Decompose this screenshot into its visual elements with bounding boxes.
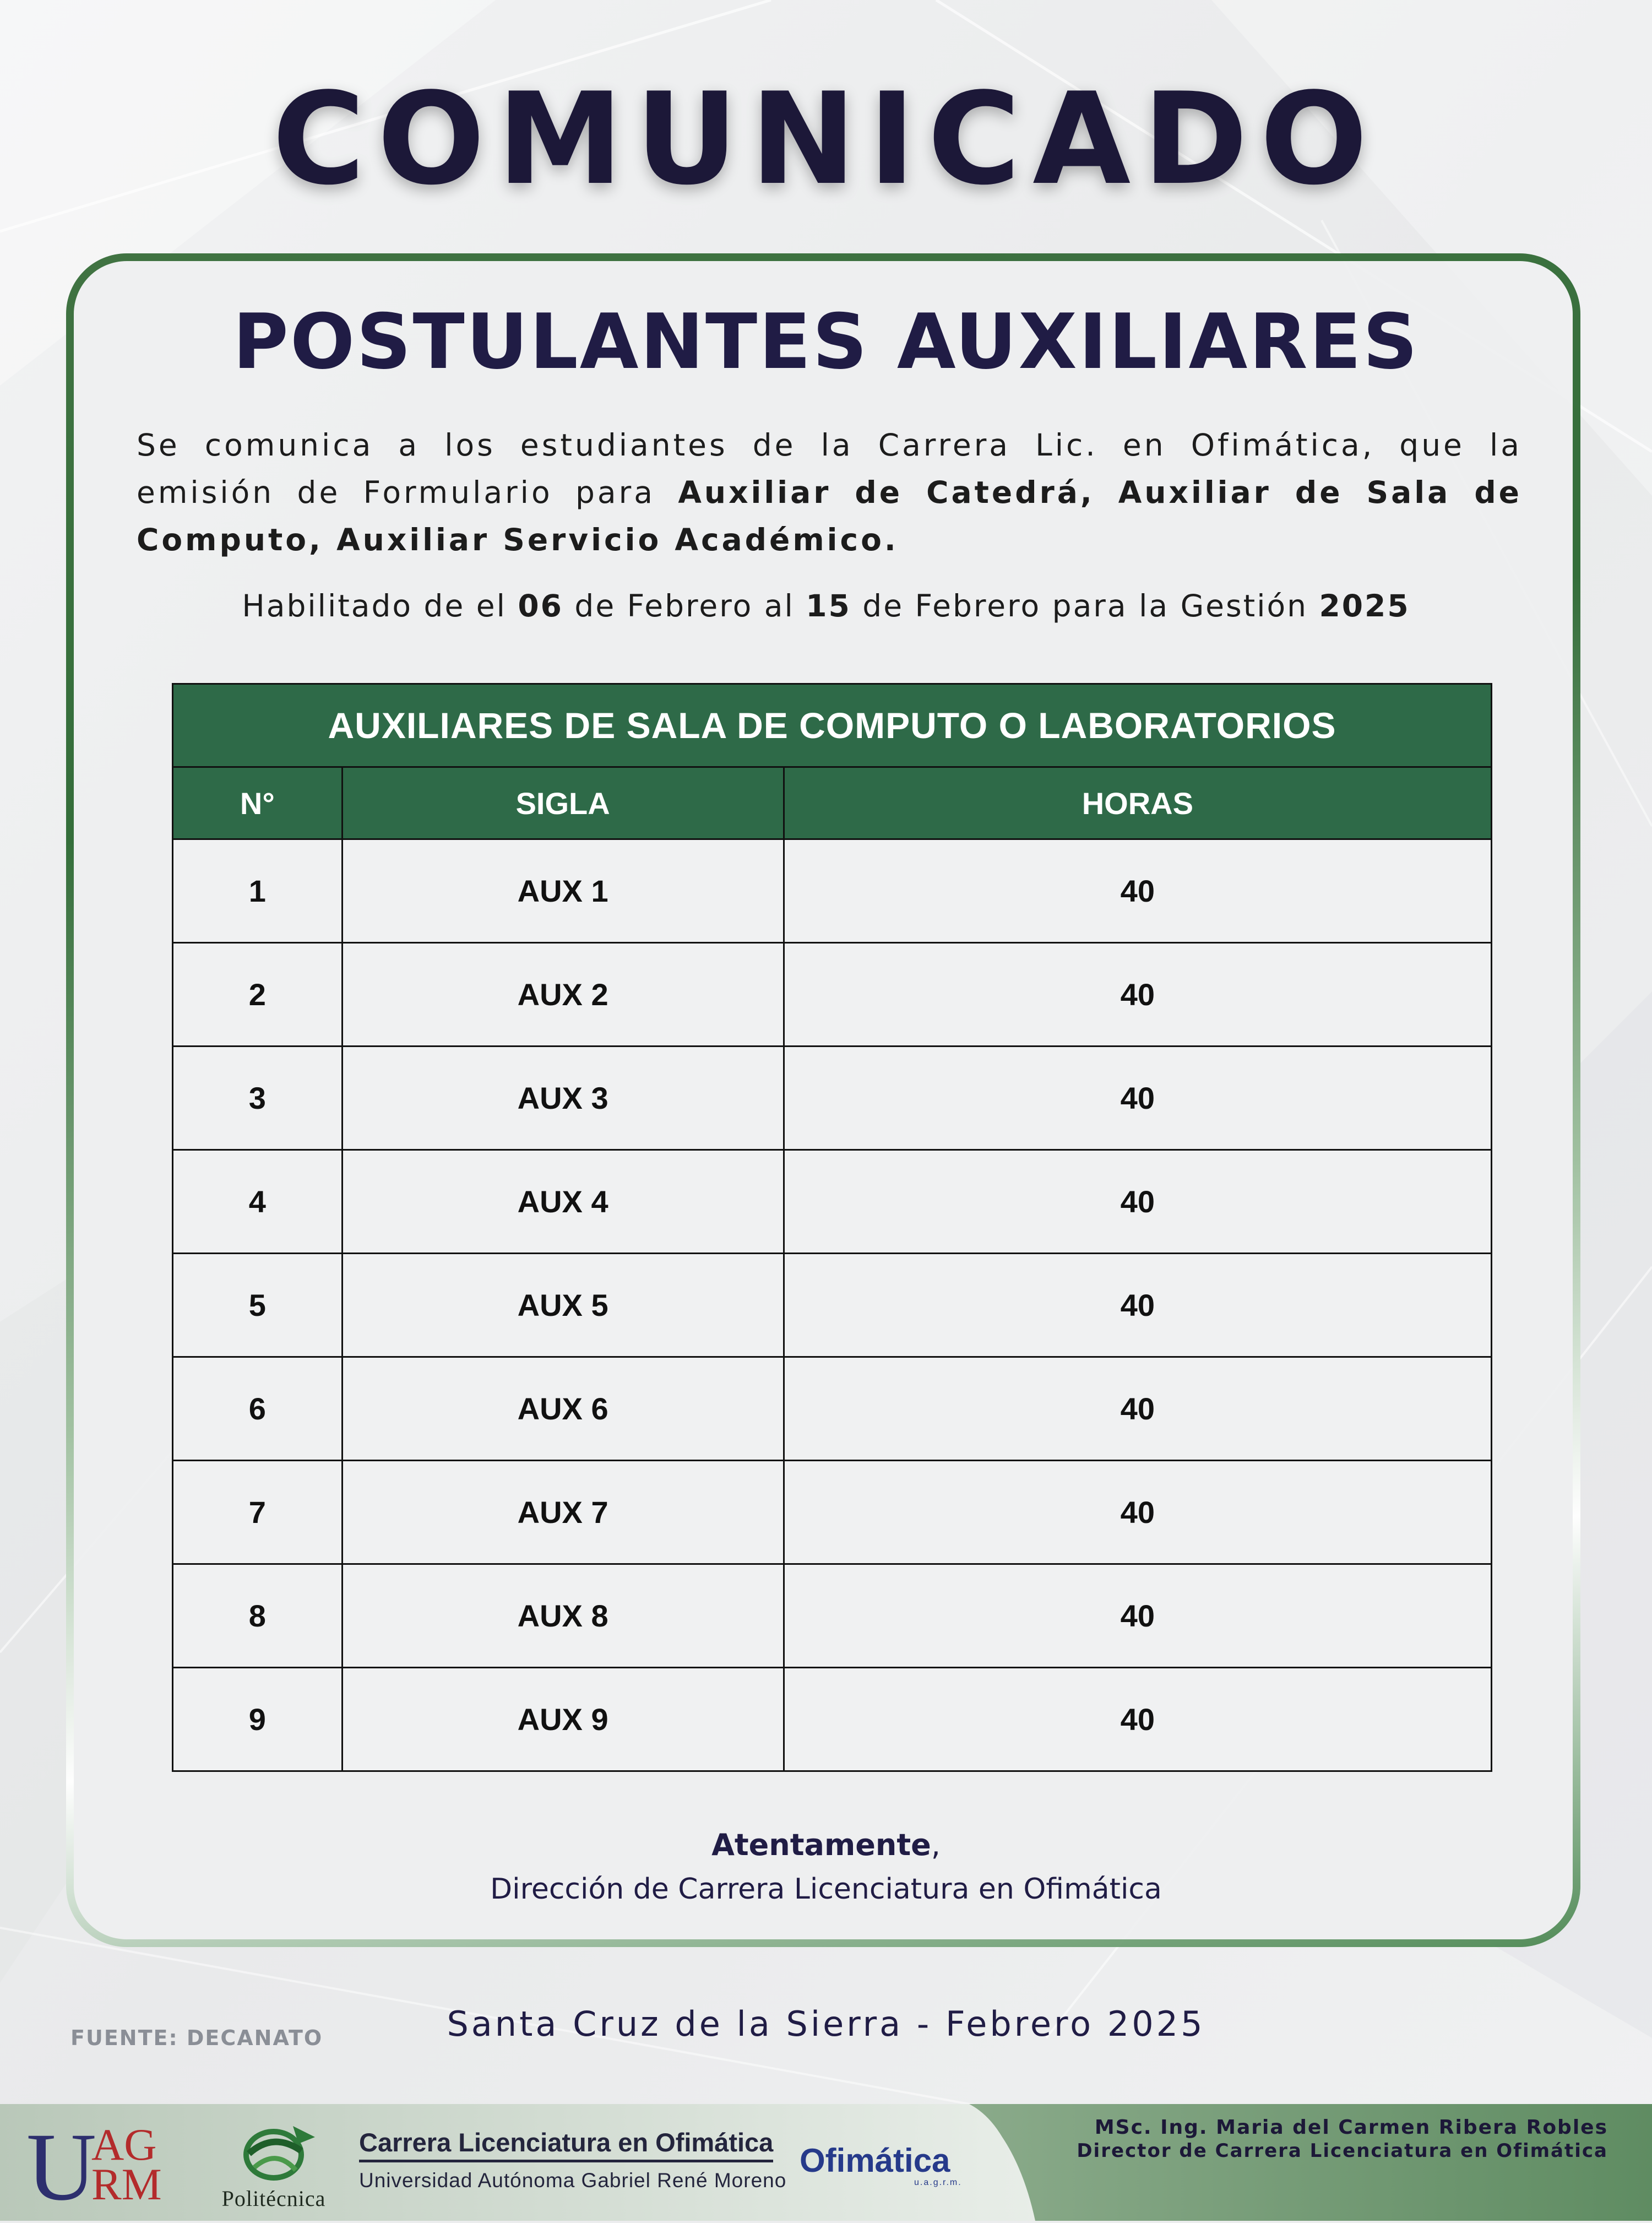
- table-row: [173, 1047, 1492, 1150]
- cell-number: 5: [173, 1254, 343, 1357]
- habil-start-day: 06: [518, 588, 563, 623]
- cell-number: 7: [173, 1461, 343, 1564]
- table-caption: AUXILIARES DE SALA DE COMPUTO O LABORATORIOS: [173, 684, 1492, 767]
- cell-horas: 40: [784, 1461, 1491, 1564]
- cell-sigla: AUX 9: [342, 1668, 784, 1771]
- director-name: MSc. Ing. Maria del Carmen Ribera Robles: [1094, 2116, 1608, 2139]
- uagrm-logo: [26, 2113, 181, 2221]
- cell-sigla: AUX 7: [342, 1461, 784, 1564]
- table-row: [173, 1564, 1492, 1668]
- cell-sigla: AUX 8: [342, 1564, 784, 1668]
- habil-text-3: de Febrero para la Gestión: [851, 588, 1319, 623]
- uagrm-logo-rm: RM: [91, 2159, 162, 2209]
- greeting-punct: ,: [931, 1828, 941, 1862]
- cell-horas: 40: [784, 1047, 1491, 1150]
- ofimatica-logo: [800, 2141, 970, 2191]
- cell-number: 4: [173, 1150, 343, 1254]
- cell-number: 9: [173, 1668, 343, 1771]
- habil-text-2: de Febrero al: [563, 588, 806, 623]
- table-row: [173, 1668, 1492, 1771]
- table-row: [173, 1150, 1492, 1254]
- footer-universidad: Universidad Autónoma Gabriel René Moreno: [359, 2169, 787, 2192]
- auxiliares-table: [172, 683, 1492, 1772]
- habil-end-day: 15: [806, 588, 851, 623]
- column-header-number: N°: [173, 767, 343, 839]
- politecnica-emblem-icon: [232, 2121, 315, 2187]
- cell-sigla: AUX 6: [342, 1357, 784, 1461]
- politecnica-logo: [205, 2121, 343, 2214]
- paragraph-bold-text: Auxiliar de Catedrá, Auxiliar de Sala de Computo, Auxiliar Servicio Académico.: [137, 475, 1522, 557]
- table-row: [173, 839, 1492, 943]
- director-title: Director de Carrera Licenciatura en Ofimática: [1077, 2140, 1608, 2162]
- cell-sigla: AUX 4: [342, 1150, 784, 1254]
- footer-carrera: Carrera Licenciatura en Ofimática: [359, 2127, 773, 2162]
- table-row: [173, 1254, 1492, 1357]
- cell-horas: 40: [784, 839, 1491, 943]
- cell-horas: 40: [784, 1150, 1491, 1254]
- cell-horas: 40: [784, 1564, 1491, 1668]
- cell-sigla: AUX 3: [342, 1047, 784, 1150]
- announcement-paragraph: [137, 421, 1522, 563]
- table-row: [173, 1357, 1492, 1461]
- politecnica-label: Politécnica: [221, 2186, 326, 2211]
- table-row: [173, 1461, 1492, 1564]
- paragraph-text: Se comunica a los estudiantes de la Carrera Lic. en Ofimática, que la emisión de Formulario para: [137, 427, 1522, 510]
- director-block: [1077, 2116, 1608, 2162]
- signature-line: Dirección de Carrera Licenciatura en Ofimática: [490, 1873, 1162, 1906]
- uagrm-logo-u: U: [26, 2113, 97, 2221]
- column-header-horas: HORAS: [784, 767, 1491, 839]
- cell-number: 1: [173, 839, 343, 943]
- habil-text-1: Habilitado de el: [242, 588, 518, 623]
- cell-number: 3: [173, 1047, 343, 1150]
- cell-number: 8: [173, 1564, 343, 1668]
- section-title: POSTULANTES AUXILIARES: [232, 297, 1420, 386]
- cell-horas: 40: [784, 943, 1491, 1047]
- page-title: COMUNICADO: [272, 66, 1380, 213]
- ofimatica-logo-sub: u.a.g.r.m.: [914, 2178, 962, 2187]
- cell-horas: 40: [784, 1357, 1491, 1461]
- cell-sigla: AUX 1: [342, 839, 784, 943]
- cell-number: 6: [173, 1357, 343, 1461]
- footer-bar: [0, 2104, 1652, 2221]
- uagrm-logo-ag: AG: [91, 2119, 157, 2170]
- habil-year: 2025: [1319, 588, 1410, 623]
- city-date: Santa Cruz de la Sierra - Febrero 2025: [447, 2004, 1205, 2044]
- cell-horas: 40: [784, 1254, 1491, 1357]
- greeting-text: Atentamente: [711, 1828, 931, 1862]
- table-row: [173, 943, 1492, 1047]
- cell-horas: 40: [784, 1668, 1491, 1771]
- cell-sigla: AUX 2: [342, 943, 784, 1047]
- source-note: FUENTE: DECANATO: [70, 2026, 323, 2050]
- column-header-sigla: SIGLA: [342, 767, 784, 839]
- cell-sigla: AUX 5: [342, 1254, 784, 1357]
- closing-greeting: [0, 1828, 1652, 1862]
- enabled-dates: [0, 588, 1652, 623]
- ofimatica-logo-text: Ofimática: [800, 2142, 950, 2179]
- cell-number: 2: [173, 943, 343, 1047]
